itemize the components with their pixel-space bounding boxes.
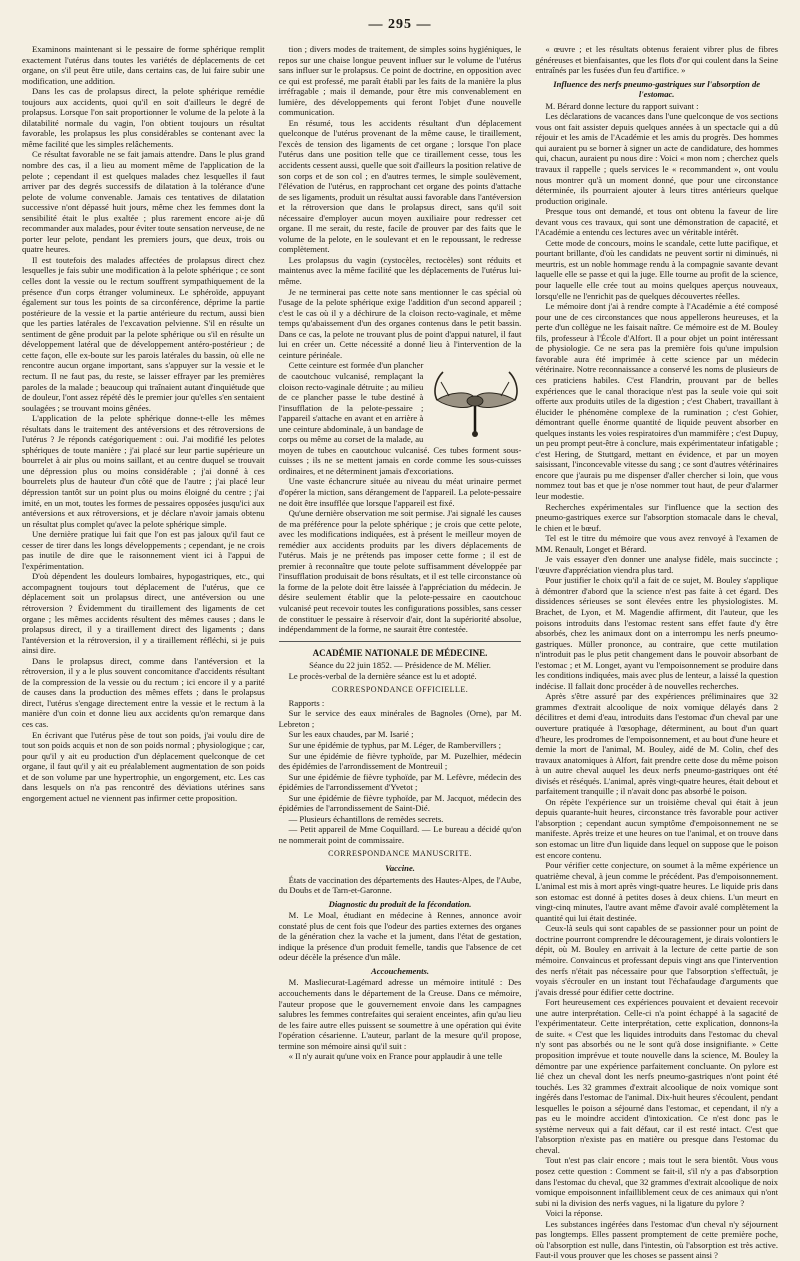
report-paragraph: On répète l'expérience sur un troisième cheval qui était à jeun depuis quarante-huit heures, circonstance très favorable pour activer l'absorption ; cependant aucun symptôme d'empoisonnement ne se manifeste. Après treize et une heures on tue l'animal, et on trouve dans son estomac un litre d'un liquide dans lequel on suppose que le poison est encore contenu. xyxy=(535,796,779,860)
belt-description: Cette ceinture est formée d'un plancher de caoutchouc vulcanisé, remplaçant la cloison recto-vaginale détruite ; au milieu de ce plancher passe le tube destiné à l'insufflation de la pelote-pessaire ; l'appareil s'attache en avant et en arrière à une ceinture abdominale, à un bandage de corps ou même au corset de la malade, au moyen de tubes en caoutchouc vulcanisé. Ces tubes forment sous-cuisses ; ils ne se mettent jamais en corde comme les sous-cuisses ordinaires, et ne déterminent jamais d'excoriations. xyxy=(278,360,522,476)
article-paragraph: Une dernière pratique lui fait que l'on est pas jaloux qu'il faut ce cesser de tirer dans les longs développements ; cependant, je ne crois pas inutile de dire que le raisonnement vient ici à l'appui de l'expérimentation. xyxy=(22,529,265,571)
article-paragraph: Les prolapsus du vagin (cystocèles, rectocèles) sont réduits et maintenus avec la même facilité que les déplacements de l'utérus lui-même. xyxy=(278,254,522,287)
page-number-header: — 295 — xyxy=(368,17,432,32)
article-paragraph: Je ne terminerai pas cette note sans mentionner le cas spécial où l'usage de la pelote sphérique exige l'addition d'un second appareil ; c'est le cas où il y a déchirure de la cloison recto-vaginale, et même temps qu'abaissement d'un des organes contenus dans le petit bassin. Dans ce cas, la pelote ne trouvant plus de point d'appui naturel, il faut lui en créer un. Cette nécessité a donné lieu à l'intervention de la ceinture périnéale. xyxy=(278,286,522,360)
report-paragraph: Recherches expérimentales sur l'influence que la section des pneumo-gastriques exerce sur l'absorption stomacale dans le cheval, le chien et le bœuf. xyxy=(535,501,779,533)
report-paragraph: Les substances ingérées dans l'estomac d'un cheval n'y séjournent pas longtemps. Elles passent promptement de cette première poche, où l'absorption est nulle, dans l'intestin, où l'absorption est très active. Faut-il vous prouver que les choses se passent ainsi ? xyxy=(535,1218,779,1261)
columns xyxy=(22,44,779,1261)
report-paragraph: Tel est le titre du mémoire que vous avez renvoyé à l'examen de MM. Renault, Longet et Bérard. xyxy=(535,533,779,554)
article-paragraph: Examinons maintenant si le pessaire de forme sphérique remplit exactement l'utérus dans toutes les variétés de déplacements de cet organe, on s'il peut être utile, dans certains cas, de lui faire subir une modification, une addition. xyxy=(22,44,265,86)
pessary-belt-drawing xyxy=(429,362,521,440)
correspondence-item: Sur une épidémie de fièvre typhoïde, par M. Jacquot, médecin des épidémies de l'arrondissement de Saint-Dié. xyxy=(278,792,522,814)
diagnostic-text: M. Le Moal, étudiant en médecine à Rennes, annonce avoir constaté plus de cent fois que l'odeur des parties externes des organes de la génération chez la vache et la jument, dans l'état de gestation, indique la présence d'un produit femelle, tandis que l'absence de cet odeur décèle la présence d'un mâle. xyxy=(278,910,522,963)
perineal-belt-illustration xyxy=(429,362,521,440)
correspondence-item: Sur une épidémie de fièvre typhoïde, par M. Lefèvre, médecin des épidémies de l'arrondissement d'Yvetot ; xyxy=(278,771,522,793)
vaccine-title: Vaccine. xyxy=(385,863,415,874)
official-correspondence-title: CORRESPONDANCE OFFICIELLE. xyxy=(331,685,469,695)
report-paragraph: Pour vérifier cette conjecture, on soumet à la même expérience un quatrième cheval, à jeun comme le précédent. Pas d'empoisonnement. L'animal est mis à mort après vingt-quatre heures. Le liquide pris dans son estomac est donné à petites doses à deux chiens. L'un meurt en vingt-cinq minutes, l'autre avant même d'avoir avalé complètement la quantité qui lui était destinée. xyxy=(535,860,779,923)
report-paragraph: Après s'être assuré par des expériences préliminaires que 32 grammes d'extrait alcoolique de noix vomique délayés dans 2 décilitres et demi d'eau, introduits dans l'estomac d'un cheval par une ouverture pratiquée à l'œsophage, déterminent, au bout d'un quart d'heure, les prodromes de l'empoisonnement, et au bout d'une heure et demie la mort de l'animal, M. Bouley, aidé de M. Colin, chef des travaux anatomiques à Alfort, fait prendre cette dose du même poison à un autre cheval auquel les deux nerfs pneumo-gastriques ont été divisés et réséqués. L'animal, après vingt-quatre heures, était debout et parfaitement tranquille ; il n'avait donc pas absorbé le poison. xyxy=(535,691,779,797)
article-paragraph: Ce résultat favorable ne se fait jamais attendre. Dans le plus grand nombre des cas, il a lieu au moment même de l'application de la pelote ; cependant il est quelques malades chez lesquelles il faut arriver par des degrés successifs de dilatation à la tolérance d'une pelote de volume convenable. Jamais ces tentatives de dilatation successive n'ont dépassé huit jours, même chez les femmes dont la sensibilité était le plus exaltée ; plus rarement encore ai-je dû recommander aux malades, pour éviter toute sensation nerveuse, de ne porter leur pelote, pendant les premiers jours, que deux, trois ou quatre heures. xyxy=(22,149,265,255)
article-paragraph: D'où dépendent les douleurs lombaires, hypogastriques, etc., qui accompagnent toujours tout déplacement de l'utérus, que ce déplacement soit un prolapsus direct, une antéversion ou une rétroversion ? Évidemment du tiraillement des ligaments de cet organe ; les mêmes accidents résultent des mêmes causes ; dans le prolapsus direct, il y a tiraillement direct des ligaments ; dans l'antéversion et la rétroversion, il y a tiraillement réfléchi, si je puis ainsi dire. xyxy=(22,571,265,656)
minutes-line: Le procès-verbal de la dernière séance est lu et adopté. xyxy=(288,670,477,681)
academy-title: ACADÉMIE NATIONALE DE MÉDECINE. xyxy=(312,647,488,658)
article-paragraph: Une vaste échancrure située au niveau du méat urinaire permet d'opérer la miction, sans dérangement de l'appareil. La pelote-pessaire ne doit être insufflée que lorsque l'appareil est fixé. xyxy=(278,476,522,508)
correspondence-item: Sur une épidémie de typhus, par M. Léger, de Rambervillers ; xyxy=(288,740,501,750)
article-paragraph: En écrivant que l'utérus pèse de tout son poids, j'ai voulu dire de tout son poids acquis et non de son poids normal ; physiologique ; car, pour qu'il y ait eu production d'un déplacement quelconque de cet organe, il faut qu'il y ait eu préalablement augmentation de son poids et de son volume par une hypertrophie, un engorgement, etc. Les cas dans lesquels on n'a pas rencontré des déviations utérines sans engorgement actuel ne viennent pas infirmer cette proposition. xyxy=(22,729,265,803)
report-paragraph: Les déclarations de vacances dans l'une quelconque de vos sections vous ont fait assister depuis quelques années à un spectacle qui a dû réjouir et les amis de l'Académie et les amis du progrès. Des hommes qui auraient pu se borner à signer un acte de candidature, des hommes qui, chacun, auraient pu nous dire : Voici « mon nom ; cherchez quels travaux il rappelle ; quels services le « recommandent », ont voulu nous montrer qu'à un moment donné, que pour une circonstance déterminée, ils pourraient ajouter à leurs titres antérieurs quelque production originale. xyxy=(535,111,779,206)
vaccine-text: États de vaccination des départements des Hautes-Alpes, de l'Aube, du Doubs et de Tarn-et-Garonne. xyxy=(278,874,522,896)
quote-paragraph: « œuvre ; et les résultats obtenus feraient vibrer plus de fibres généreuses et bienfaisantes, que les flots d'or qui coulent dans la Seine entraînés par les fusées d'un feu d'artifice. » xyxy=(535,44,779,76)
quote-continuation xyxy=(535,44,778,76)
section-divider xyxy=(279,641,522,642)
article-paragraph: tion ; divers modes de traitement, de simples soins hygiéniques, le repos sur une chaise longue peuvent influer sur le volume de l'utérus sans influer sur le prolapsus. Ce point de doctrine, en opposition avec ce qui est professé, me paraît établi par les faits de la manière la plus irréfragable ; mais il demande, pour être mis convenablement en lumière, des développements qui feront l'objet d'une nouvelle communication. xyxy=(278,44,522,118)
report-paragraph: M. Bérard donne lecture du rapport suivant : xyxy=(545,100,699,111)
article-paragraph: Qu'une dernière observation me soit permise. J'ai signalé les causes de ma préférence pour la pelote sphérique ; je crois que cette pelote, avec les modifications indiquées, est à présent le meilleur moyen de remédier aux accidents produits par les divers déplacements de l'utérus. Mais je ne prétends pas imposer cette forme ; il est de premier à reconnaître que toute pelote suffisamment développée par l'insufflation produisait de bons résultats, et il est telle circonstance où la forme de la pelote doit être laissée à l'appréciation du médecin. Je désire seulement établir que la pelote-pessaire en caoutchouc vulcanisé peut recevoir toutes les configurations possibles, sans cesser de constituer le pessaire à réservoir d'air, dont la supériorité absolue, indépendamment de la forme, ne saurait être contestée. xyxy=(278,508,522,635)
session-line: Séance du 22 juin 1852. — Présidence de M. Mélier. xyxy=(309,660,491,671)
report-body xyxy=(535,101,778,1261)
pessary-text xyxy=(279,44,522,360)
accouchements-text: M. Masliecurat-Lagémard adresse un mémoire intitulé : Des accouchements dans le département de la Creuse. Dans ce mémoire, l'auteur propose que le gouvernement envoie dans les campagnes salubres les femmes contrefaites qui seraient enceintes, afin qu'au lieu de les faire autre elles puissent se soumettre à une opération qui évite l'opération césarienne. L'auteur, parlant de la mesure qu'il propose, termine son mémoire ainsi qu'il suit : xyxy=(278,977,522,1051)
correspondence-item: Sur une épidémie de fièvre typhoïde, par M. Puzelhier, médecin des épidémies de l'arrondissement de Montreuil ; xyxy=(278,750,522,772)
report-paragraph: Je vais essayer d'en donner une analyse fidèle, mais succincte ; l'œuvre d'appréciation viendra plus tard. xyxy=(535,554,779,575)
report-paragraph: Le mémoire dont j'ai à rendre compte à l'Académie a été composé pour une de ces circonstances que nous appellerons heureuses, et la perte d'un collègue ne les faisait naître. Ce mémoire est de M. Bouley fils, professeur à l'École d'Alfort. Il a pour objet un point intéressant de physiologie. Ce ne sera pas la première fois qu'une impulsion favorable aura été imprimée à cette science par un médecin vétérinaire. Notre reconnaissance a conservé les noms de plusieurs de ces praticiens habiles. C'est Flandrin, prouvant par de belles expériences que le canal thoracique n'est pas la seule voie qui soit offerte aux produits utiles de la digestion ; c'est Chabert, travaillant à élucider le phénomène complexe de la rumination ; c'est Gohier, démontrant quelle énorme quantité de liquide peuvent absorber en quelques instants les voies respiratoires d'un mammifère ; c'est Dupuy, un peu prompt peut-être à conclure, mais expérimentateur infatigable ; c'est Hering, de Stuttgard, mettant en évidence, et par un moyen saisissant, l'inconcevable vitesse du sang ; ce sont d'autres vétérinaires encore que j'aurais pu me dispenser d'aller chercher si loin, que vous nommez tout bas et que je n'ose nommer tout haut, de peur d'alarmer leur modestie. xyxy=(535,301,779,501)
correspondence-item: Rapports : xyxy=(288,697,325,708)
report-paragraph: Ceux-là seuls qui sont capables de se passionner pour un point de doctrine pourront comprendre le découragement, je dirais volontiers le dépit, où M. Bouley en arrivait à la lecture de cette partie de son mémoire. Convaincus et professant depuis vingt ans que l'intervention des nerfs n'était pas nécessaire pour que l'absorption s'effectuât, je voyais s'écrouler en un instant tout l'échafaudage d'arguments que j'avais dressé pour édifier cette doctrine. xyxy=(535,923,779,997)
column-middle xyxy=(279,44,522,1156)
article-paragraph: Dans le prolapsus direct, comme dans l'antéversion et la rétroversion, il y a le plus souvent concomitance d'accidents résultant de la compression de la vessie ou du rectum ; ici encore il y a parité de causes dans la production des mêmes effets ; dans le prolapsus direct, l'utérus s'engage directement entre la vessie et le rectum à la manière d'un coin et donne lieu aux accidents qu'on remarque dans ces cas. xyxy=(22,655,265,729)
column-left xyxy=(22,44,265,1156)
correspondence-item: Sur le service des eaux minérales de Bagnoles (Orne), par M. Lebreton ; xyxy=(278,708,522,729)
influence-title: Influence des nerfs pneumo-gastriques sur l'absorption de l'estomac. xyxy=(553,78,761,100)
manuscript-correspondence-title: CORRESPONDANCE MANUSCRITE. xyxy=(328,849,472,859)
correspondence-item: — Plusieurs échantillons de remèdes secrets. xyxy=(288,813,444,824)
correspondence-item: Sur les eaux chaudes, par M. Isarié ; xyxy=(288,729,414,740)
report-paragraph: Tout n'est pas clair encore ; mais tout le sera bientôt. Vous vous posez cette question : Comment se fait-il, s'il n'y a pas d'absorption dans l'estomac du cheval, que 32 grammes d'extrait alcoolique de noix vomique empoisonnent infailliblement ceux de ces animaux qui n'ont subi ni la division des nerfs vagues, ni la ligature du pylore ? xyxy=(535,1155,779,1208)
report-paragraph: Fort heureusement ces expériences pouvaient et devaient recevoir une autre interprétation. Celle-ci n'a point échappé à la sagacité de l'expérimentateur. Cette interprétation, cette explication, donnons-la de suite. « C'est que les liquides introduits dans l'estomac du cheval n'y sont pas absorbés ou ne le sont qu'à dose insignifiante. » Cette proposition imprévue et toute nouvelle dans la science, M. Bouley la démontre par une expérience parfaitement concluante. On pylore est lié chez un cheval dont les nerfs pneumo-gastriques n'ont point été touchés. Les 32 grammes d'extrait alcoolique de noix vomique sont ingérés dans l'estomac de l'animal. Dix-huit heures s'écoulent, pendant lesquelles le poison a séjourné dans l'estomac, et cependant, il n'y a pas eu le moindre accident d'intoxication. Ce n'est donc pas le système nerveux qui a fait défaut, car il est resté intact. C'est que l'absorption n'existe pas en matière ou presque dans l'estomac du cheval. xyxy=(535,997,779,1155)
article-paragraph: En résumé, tous les accidents résultant d'un déplacement quelconque de l'utérus provenant de la même cause, le tiraillement, l'excès de tension des ligaments de cet organe ; lorsque l'on place l'utérus dans une position telle que ce tiraillement cesse, tous les accidents cessent aussi, quelle que soit d'ailleurs la position relative de son corps et de son col ; en d'autres termes, le simple soulèvement, l'élévation de l'utérus, en rapprochant cet organe des points d'attache de ses ligaments, produit un résultat aussi favorable dans l'antéversion et la rétroversion que dans le prolapsus direct, sans qu'il soit nécessaire d'employer aucun moyen auxiliaire pour redresser cet organe. Il me serait, du reste, facile de prouver par des faits que le volume de la pelote, en le soulevant et en le repoussant, le redresse complètement. xyxy=(278,117,522,255)
column-right xyxy=(535,44,779,1261)
accouchements-quote: « Il n'y aurait qu'une voix en France pour applaudir à une telle xyxy=(288,1051,503,1062)
article-paragraph: Il est toutefois des malades affectées de prolapsus direct chez lesquelles je fais subir une modification à la pelote sphérique ; ce sont celles dont la vessie ou le rectum souffrent sympathiquement de la présence d'un corps étranger volumineux. Le sphéroïde, appuyant également sur tous les points de sa circonférence, déprime la partie postérieure de la vessie et la partie antérieure du rectum, aussi bien que les parties latérales de l'excavation pelvienne. S'il en résulte un sentiment de gêne produit par la pelote sphérique ou s'il en résulte un développement latéral que de développement antéro-postérieur ; de cette façon, elle ex-boute sur les parois latérales du bassin, où elle ne rencontre aucun organe important, sans s'appuyer sur la vessie et le rectum. Il ne faut pas, du reste, se laisser effrayer par les premières paroles de la malade ; beaucoup qui traînaient autant d'inquiétude que de douleur, l'ont assez répété dès le premier jour qu'elles s'en sentaient soulagées ; se trouvant moins gênées. xyxy=(22,254,265,413)
article-paragraph: L'application de la pelote sphérique donne-t-elle les mêmes résultats dans le traitement des antéversions et des rétroversions de l'utérus ? Je réponds catégoriquement : oui. J'ai modifié les pelotes sphériques de toute manière ; j'ai placé sur leur partie supérieure un bourrelet à air plus ou moins saillant, et au centre duquel se trouvait une dépression plus ou moins considérable ; j'ai donné à ces bourrelets plus de hauteur d'un côté que de l'autre ; j'ai placé leur dépression tantôt sur un point plus ou moins éloigné du centre ; j'ai imité, en un mot, toutes les formes de pessaires opposées jusqu'ici aux antéversions et aux rétroversions, et je déclare n'avoir jamais obtenu un résultat plus complet qu'avec la pelote sphérique simple. xyxy=(22,413,265,529)
report-paragraph: Pour justifier le choix qu'il a fait de ce sujet, M. Bouley s'applique à démontrer d'abord que la science n'est pas faite à cet égard. Des dissidences sérieuses se sont élevées entre les physiologistes. M. Brachet, de Lyon, et M. Magendie affirment, dit l'auteur, que les poisons introduits dans l'estomac restent sans effet faute d'y être absorbés, chez les animaux dont on a interrompu les nerfs pneumo-gastriques. Müller prononce, au contraire, que cette mutilation n'introduit pas le plus petit changement dans le pouvoir absorbant de l'estomac ; et M. Longet, ayant vu l'empoisonnement se produire dans les conditions indiquées, mais avec plus de lenteur, a laissé la question indécise. Il fallait donc procéder à de nouvelles recherches. xyxy=(535,575,779,691)
report-paragraph: Cette mode de concours, moins le scandale, cette lutte pacifique, et pourtant brillante, d'où les candidats ne peuvent sortir ni diminués, ni meurtris, est un noble hommage rendu à la compagnie savante devant laquelle elle se passe et qui la juge. Elle tourne au profit de la science, pour laquelle elle crée tout au moins quelques aperçus nouveaux, lorsqu'elle ne l'enrichit pas de quelques découvertes réelles. xyxy=(535,237,779,301)
official-correspondence-list xyxy=(279,698,522,846)
article-paragraph: Dans les cas de prolapsus direct, la pelote sphérique remédie toujours aux accidents, quoi qu'il en soit d'ailleurs le degré de prolapsus. Lorsque l'on sait proportionner le volume de la pelote à la dilatabilité normale du vagin, l'on obtient toujours un résultat favorable, les prolapsus les plus considérables se contenant avec la même facilité que les simples relâchements. xyxy=(22,86,265,149)
diagnostic-title: Diagnostic du produit de la fécondation. xyxy=(328,898,472,909)
accouchements-title: Accouchements. xyxy=(371,965,430,976)
report-paragraph: Presque tous ont demandé, et tous ont obtenu la faveur de lire devant vous ces travaux, qui sont une démonstration de capacité, et l'Académie a entendu ces lectures avec un véritable intérêt. xyxy=(535,206,779,238)
report-paragraph: Voici la réponse. xyxy=(545,1208,603,1219)
pessary-conclusion xyxy=(279,476,522,634)
correspondence-item: — Petit appareil de Mme Coquillard. — Le bureau a décidé qu'on ne nommerait point de commissaire. xyxy=(278,824,522,845)
